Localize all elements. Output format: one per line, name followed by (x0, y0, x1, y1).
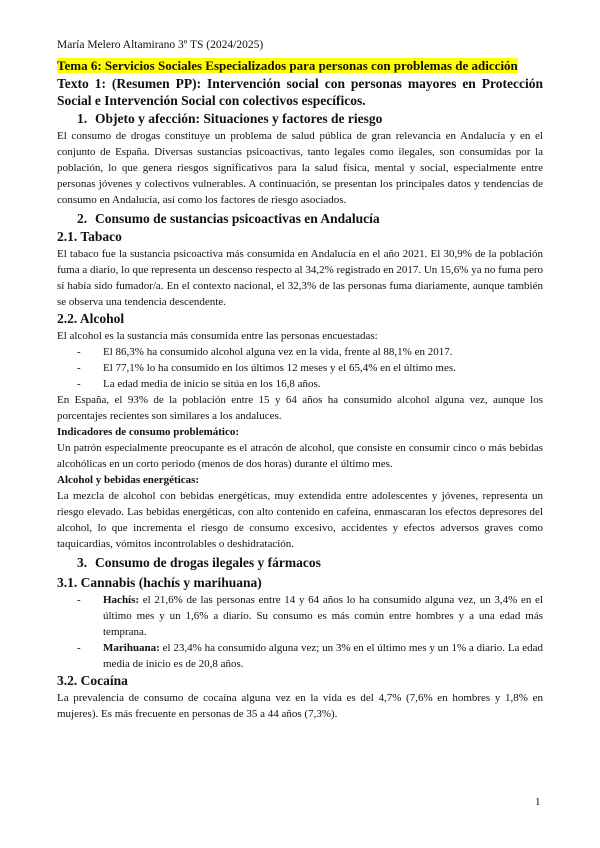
bullet-dash: - (77, 642, 81, 654)
section-title: Consumo de sustancias psicoactivas en Andalucía (95, 211, 380, 226)
bullet-dash: - (77, 594, 81, 606)
energy-drinks-paragraph: La mezcla de alcohol con bebidas energéticas, muy extendida entre adolescentes y jóvenes, representa un riesgo elevado. Las bebidas energéticas, con alto contenido en cafeína, enmascaran los efectos depresores del alcohol, lo que incrementa el riesgo de consumo excesivo, accidentes y efectos adversos graves como taquicardias, vómitos incontrolables o deshidratación. (57, 490, 543, 550)
indicators-paragraph: Un patrón especialmente preocupante es el atracón de alcohol, que consiste en consumir cinco o más bebidas alcohólicas en un corto periodo (menos de dos horas) durante el último mes. (57, 442, 543, 470)
cannabis-heading: 3.1. Cannabis (hachís y marihuana) (57, 575, 262, 590)
alcohol-heading: 2.2. Alcohol (57, 311, 125, 326)
bullet-dash: - (77, 378, 81, 390)
list-item (57, 640, 543, 672)
page-number: 1 (535, 796, 541, 808)
section-title: Consumo de drogas ilegales y fármacos (95, 555, 321, 570)
highlighted-title: Tema 6: Servicios Sociales Especializados para personas con problemas de adicción (57, 58, 518, 73)
list-text: El 77,1% lo ha consumido en los últimos 12 meses y el 65,4% en el último mes. (103, 362, 456, 374)
energy-drinks-heading: Alcohol y bebidas energéticas: (57, 474, 200, 486)
tabaco-paragraph: El tabaco fue la sustancia psicoactiva más consumida en Andalucía en el año 2021. El 30,9% de la población fuma a diario, lo que representa un descenso respecto al 34,2% registrado en 2017. Un 15,6% ya no fuma pero sí había sido fumador/a. En el contexto nacional, el 32,3% de las personas fuma diariamente, aunque también se observa una tendencia descendente. (57, 248, 543, 308)
list-item (57, 360, 543, 376)
section-title: Objeto y afección: Situaciones y factores de riesgo (95, 111, 383, 126)
cocaina-paragraph: La prevalencia de consumo de cocaína alguna vez en la vida es del 4,7% (7,6% en hombres y 1,8% en mujeres). Es más frecuente en personas de 35 a 44 años (7,3%). (57, 692, 543, 720)
section-2-heading (57, 210, 543, 228)
section-number: 3. (77, 555, 88, 570)
section-1-paragraph: El consumo de drogas constituye un problema de salud pública de gran relevancia en Andalucía y en el conjunto de España. Diversas sustancias psicoactivas, tanto legales como ilegales, son consumidas por la población, lo que genera riesgos significativos para la salud física, mental y social, especialmente entre personas jóvenes y colectivos vulnerables. A continuación, se presentan los principales datos y tendencias de consumo en Andalucía, así como los factores de riesgo asociados. (57, 130, 543, 206)
indicators-heading: Indicadores de consumo problemático: (57, 426, 240, 438)
section-number: 1. (77, 111, 88, 126)
list-item (57, 376, 543, 392)
list-item (57, 344, 543, 360)
section-3-heading (57, 554, 543, 572)
cocaina-heading: 3.2. Cocaína (57, 673, 128, 688)
section-1-heading (57, 110, 543, 128)
cannabis-list (57, 592, 543, 672)
bullet-dash: - (77, 346, 81, 358)
item-label: Marihuana: (103, 642, 160, 654)
list-text: La edad media de inicio se sitúa en los 16,8 años. (103, 378, 321, 390)
document-title (57, 58, 543, 74)
alcohol-intro: El alcohol es la sustancia más consumida entre las personas encuestadas: (57, 330, 378, 342)
list-item (57, 592, 543, 640)
page-header: María Melero Altamirano 3º TS (2024/2025) (57, 39, 264, 51)
alcohol-list (57, 344, 543, 392)
bullet-dash: - (77, 362, 81, 374)
list-text: El 86,3% ha consumido alcohol alguna vez en la vida, frente al 88,1% en 2017. (103, 346, 453, 358)
document-page (57, 37, 543, 722)
item-label: Hachís: (103, 594, 140, 606)
document-subtitle: Texto 1: (Resumen PP): Intervención social con personas mayores en Protección Social e Intervención Social con colectivos específicos. (57, 76, 543, 108)
list-text: el 23,4% ha consumido alguna vez; un 3% en el último mes y un 1% a diario. La edad media de inicio es de 20,8 años. (103, 642, 543, 670)
tabaco-heading: 2.1. Tabaco (57, 229, 122, 244)
section-number: 2. (77, 211, 88, 226)
alcohol-spain-paragraph: En España, el 93% de la población entre 15 y 64 años ha consumido alcohol alguna vez, aunque los porcentajes recientes son similares a los andaluces. (57, 394, 543, 422)
list-text: el 21,6% de las personas entre 14 y 64 años lo ha consumido alguna vez, un 3,4% en el último mes y un 1,6% a diario. Su consumo es más común entre hombres y a una edad más temprana. (103, 594, 543, 638)
